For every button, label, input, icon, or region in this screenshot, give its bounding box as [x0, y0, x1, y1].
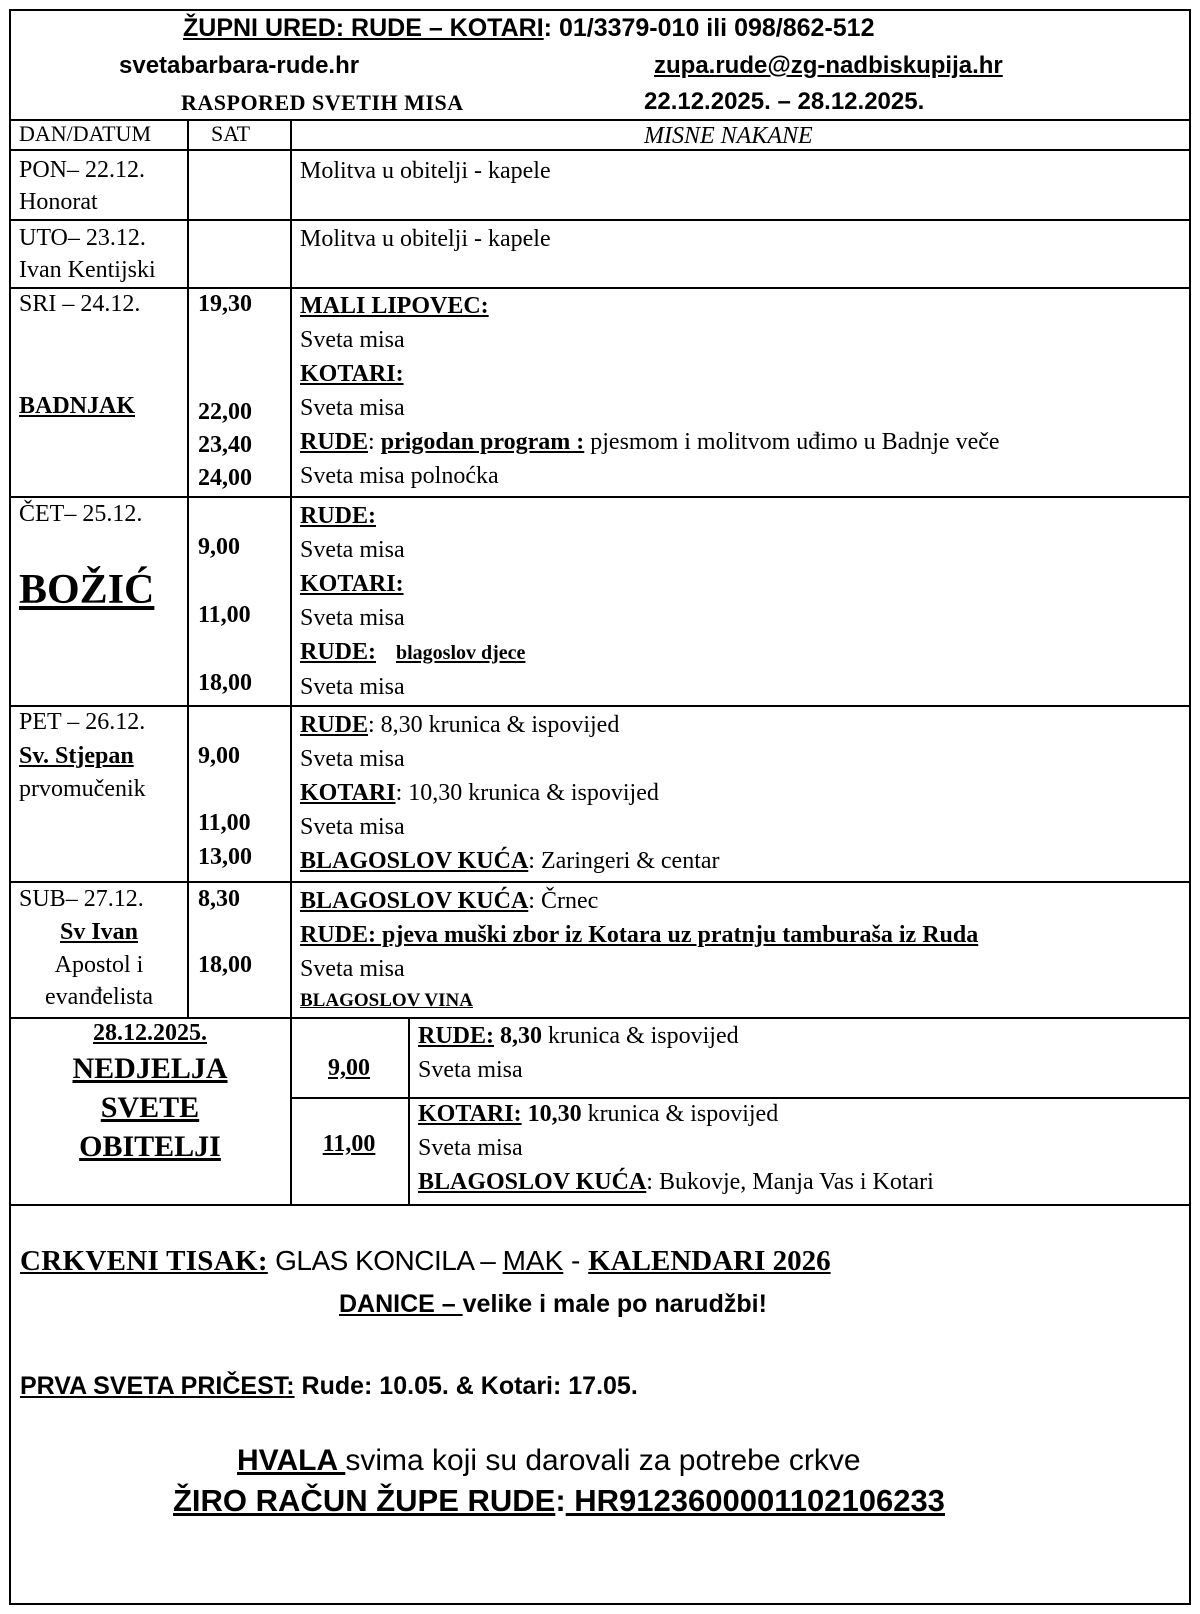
sun-title-1: NEDJELJA	[72, 1052, 228, 1085]
wed-place-2: KOTARI:	[300, 361, 404, 387]
sun-line-a	[418, 1019, 739, 1053]
fri-line-a	[300, 708, 720, 742]
press-mak: MAK	[502, 1245, 564, 1276]
sat-line-2: RUDE: pjeva muški zbor iz Kotara uz pratnju tamburaša iz Ruda	[300, 922, 979, 948]
sat-saint-2: Apostol i	[54, 952, 144, 978]
account-label: ŽIRO RAČUN ŽUPE RUDE	[173, 1483, 556, 1518]
wed-time-1: 19,30	[198, 291, 252, 317]
thu-time-3: 18,00	[198, 670, 252, 696]
sun-title-3: OBITELJI	[79, 1130, 221, 1163]
sun-line-c	[418, 1165, 934, 1199]
communion-label: PRVA SVETA PRIČEST:	[20, 1372, 295, 1400]
fri-intentions	[300, 708, 720, 878]
wed-place-3: RUDE	[300, 429, 369, 455]
fri-time-2: 11,00	[198, 810, 251, 836]
wed-time-3: 23,40	[198, 432, 252, 458]
fri-day: PET – 26.12.	[19, 709, 146, 735]
wed-time-2: 22,00	[198, 399, 252, 425]
column-divider	[187, 119, 189, 1017]
sun-text-3: : Bukovje, Manja Vas i Kotari	[646, 1169, 934, 1195]
office-phones: : 01/3379-010 ili 098/862-512	[543, 14, 875, 42]
sun-bold-1: 8,30	[494, 1023, 542, 1049]
thanks-word: HVALA	[237, 1444, 346, 1477]
schedule-title: RASPORED SVETIH MISA	[181, 90, 464, 115]
sun-date: 28.12.2025.	[93, 1020, 207, 1046]
fri-line-c	[300, 844, 720, 878]
sat-time-1: 8,30	[198, 886, 240, 912]
thu-line-3-row	[300, 635, 525, 670]
fri-line-b	[300, 776, 720, 810]
sun-intentions-1	[418, 1019, 739, 1087]
wed-program-text: pjesmom i molitvom uđimo u Badnje veče	[584, 429, 1000, 455]
sat-intentions	[300, 884, 978, 1016]
fri-saint-2: prvomučenik	[19, 776, 146, 802]
danice-line	[339, 1290, 767, 1319]
account-line	[173, 1483, 945, 1519]
press-label: CRKVENI TISAK:	[20, 1245, 268, 1277]
danice-text: velike i male po narudžbi!	[462, 1290, 767, 1318]
sat-saint-3: evanđelista	[45, 984, 153, 1010]
sat-saint: Sv Ivan	[59, 919, 139, 945]
sun-line-b	[418, 1097, 934, 1131]
col-header-time: SAT	[211, 121, 251, 146]
sun-line-1: Sveta misa	[418, 1057, 523, 1083]
sat-day: SUB– 27.12.	[19, 886, 144, 912]
wed-sep-3: :	[368, 429, 381, 455]
thu-line-2: Sveta misa	[300, 605, 405, 631]
wed-line-3	[300, 425, 1000, 459]
thu-time-2: 11,00	[198, 602, 251, 628]
fri-text-2: : 10,30 krunica & ispovijed	[395, 780, 659, 806]
tue-day: UTO– 23.12.	[19, 225, 146, 251]
wed-line-2: Sveta misa	[300, 395, 405, 421]
sun-place-3: BLAGOSLOV KUĆA	[418, 1169, 647, 1195]
row-divider	[11, 1204, 1189, 1206]
thu-day: ČET– 25.12.	[19, 501, 143, 527]
sat-text-1: : Črnec	[528, 888, 599, 914]
account-iban: HR9123600001102106233	[565, 1483, 945, 1518]
fri-place-2: KOTARI	[300, 780, 396, 806]
thu-line-3: Sveta misa	[300, 674, 405, 700]
sat-line-3: Sveta misa	[300, 956, 405, 982]
sun-place-1: RUDE:	[418, 1023, 494, 1049]
wed-time-4: 24,00	[198, 465, 252, 491]
wed-day: SRI – 24.12.	[19, 291, 141, 317]
wed-line-1: Sveta misa	[300, 327, 405, 353]
thu-feast: BOŽIĆ	[19, 567, 155, 613]
schedule-page	[9, 9, 1191, 1605]
communion-text: Rude: 10.05. & Kotari: 17.05.	[294, 1372, 638, 1400]
tue-saint: Ivan Kentijski	[19, 257, 156, 283]
sun-text-2: krunica & ispovijed	[581, 1101, 779, 1127]
col-header-day: DAN/DATUM	[19, 121, 151, 146]
sat-line-a	[300, 884, 978, 918]
col-header-intentions: MISNE NAKANE	[644, 123, 813, 149]
fri-line-2: Sveta misa	[300, 814, 405, 840]
fri-line-1: Sveta misa	[300, 746, 405, 772]
sun-time-1: 9,00	[328, 1055, 370, 1081]
thu-line-1: Sveta misa	[300, 537, 405, 563]
column-divider	[290, 119, 292, 1204]
office-line	[183, 14, 874, 43]
fri-time-1: 9,00	[198, 743, 240, 769]
sun-time-2: 11,00	[322, 1131, 376, 1157]
wed-line-4: Sveta misa polnoćka	[300, 463, 499, 489]
header	[11, 11, 1189, 121]
fri-saint: Sv. Stjepan	[19, 743, 134, 769]
account-sep: :	[555, 1483, 566, 1518]
wed-feast: BADNJAK	[19, 393, 136, 419]
fri-place-1: RUDE	[300, 712, 369, 738]
sun-title-2: SVETE	[100, 1091, 200, 1124]
thu-blessing: blagoslov djece	[396, 642, 526, 664]
sun-bold-2: 10,30	[521, 1101, 582, 1127]
sun-place-2: KOTARI:	[418, 1101, 522, 1127]
date-range: 22.12.2025. – 28.12.2025.	[644, 88, 925, 115]
mon-day: PON– 22.12.	[19, 157, 146, 183]
email[interactable]: zupa.rude@zg-nadbiskupija.hr	[654, 52, 1003, 79]
press-line	[20, 1245, 831, 1278]
sat-time-2: 18,00	[198, 952, 252, 978]
press-text-2: -	[563, 1245, 589, 1276]
sun-line-2: Sveta misa	[418, 1135, 523, 1161]
sun-text-1: krunica & ispovijed	[542, 1023, 739, 1049]
thanks-text: svima koji su darovali za potrebe crkve	[345, 1444, 861, 1477]
press-text-1: GLAS KONCILA –	[267, 1245, 503, 1276]
column-divider	[408, 1017, 410, 1204]
thu-place-2: KOTARI:	[300, 571, 404, 597]
thu-place-1: RUDE:	[300, 503, 376, 529]
fri-place-3: BLAGOSLOV KUĆA	[300, 848, 529, 874]
wed-place-1: MALI LIPOVEC:	[300, 293, 489, 319]
wed-intentions	[300, 289, 1000, 493]
sun-intentions-2	[418, 1097, 934, 1199]
mon-saint: Honorat	[19, 189, 98, 215]
communion-line	[20, 1372, 638, 1401]
press-calendar: KALENDARI 2026	[588, 1245, 831, 1277]
wed-program: prigodan program :	[380, 429, 585, 455]
thanks-line	[237, 1444, 861, 1478]
danice-label: DANICE –	[339, 1290, 463, 1318]
fri-time-3: 13,00	[198, 844, 252, 870]
tue-text: Molitva u obitelji - kapele	[300, 226, 551, 252]
thu-time-1: 9,00	[198, 534, 240, 560]
thu-place-3: RUDE:	[300, 639, 376, 665]
fri-text-3: : Zaringeri & centar	[528, 848, 720, 874]
office-label: ŽUPNI URED: RUDE – KOTARI	[183, 14, 544, 42]
sat-place-1: BLAGOSLOV KUĆA	[300, 888, 529, 914]
sat-line-4: BLAGOSLOV VINA	[300, 990, 473, 1011]
fri-text-1: : 8,30 krunica & ispovijed	[368, 712, 620, 738]
thu-intentions	[300, 499, 525, 704]
website[interactable]: svetabarbara-rude.hr	[119, 52, 360, 79]
mon-text: Molitva u obitelji - kapele	[300, 158, 551, 184]
